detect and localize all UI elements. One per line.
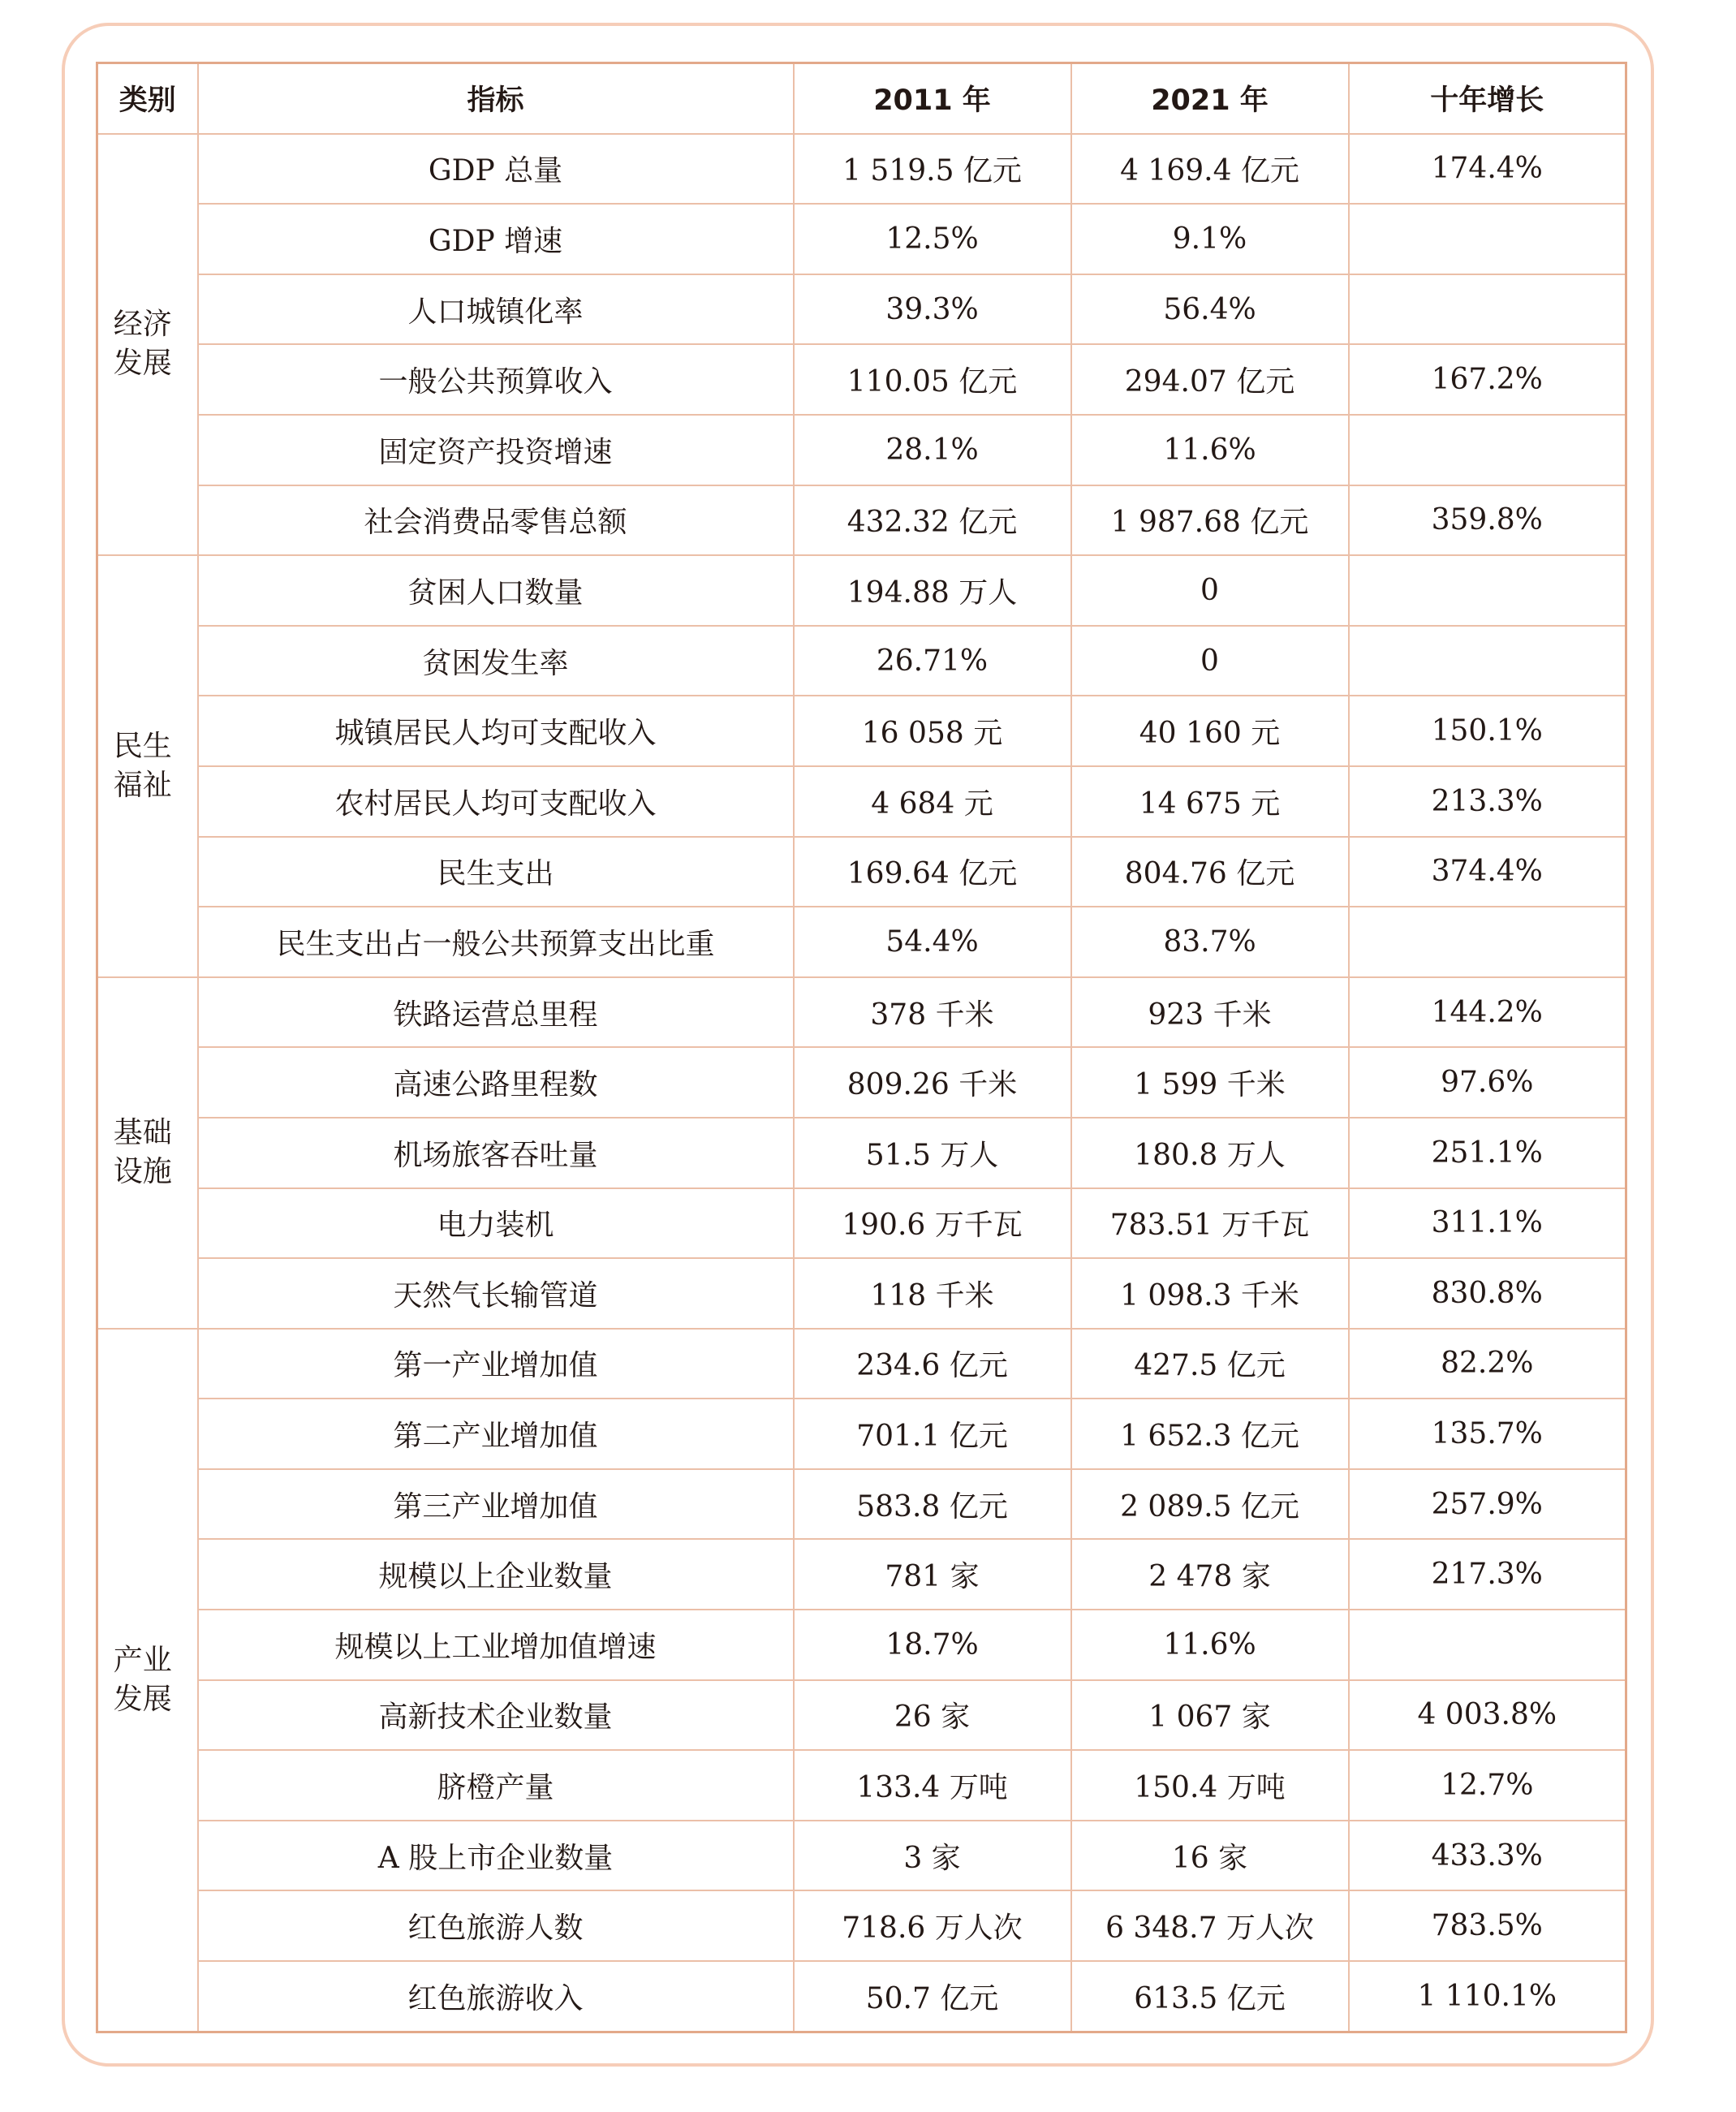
indicator-cell: 一般公共预算收入 — [198, 344, 794, 415]
indicator-cell: 第一产业增加值 — [198, 1329, 794, 1399]
table-row — [97, 1469, 1626, 1540]
indicator-cell: 红色旅游人数 — [198, 1890, 794, 1961]
category-label: 产业发展 — [113, 1643, 172, 1716]
table-row — [97, 1610, 1626, 1680]
value-2011-cell: 26.71% — [794, 626, 1071, 696]
category-label: 经济发展 — [113, 308, 172, 381]
value-2021-cell: 783.51 万千瓦 — [1071, 1188, 1349, 1259]
indicator-cell: 固定资产投资增速 — [198, 415, 794, 485]
table-row — [97, 626, 1626, 696]
table-row — [97, 977, 1626, 1048]
value-2021-cell: 613.5 亿元 — [1071, 1961, 1349, 2032]
value-2011-cell: 190.6 万千瓦 — [794, 1188, 1071, 1259]
category-label: 民生福祉 — [113, 729, 172, 802]
growth-cell: 433.3% — [1349, 1821, 1626, 1891]
growth-cell — [1349, 907, 1626, 977]
indicator-cell: 第二产业增加值 — [198, 1399, 794, 1469]
table-row — [97, 134, 1626, 205]
table-row — [97, 1258, 1626, 1329]
header-row — [97, 63, 1626, 134]
value-2021-cell: 1 067 家 — [1071, 1680, 1349, 1751]
value-2021-cell: 180.8 万人 — [1071, 1118, 1349, 1188]
table-row — [97, 415, 1626, 485]
category-cell — [97, 555, 198, 977]
table-row — [97, 766, 1626, 837]
growth-cell: 311.1% — [1349, 1188, 1626, 1259]
value-2011-cell: 809.26 千米 — [794, 1047, 1071, 1118]
table-row — [97, 555, 1626, 626]
value-2011-cell: 234.6 亿元 — [794, 1329, 1071, 1399]
value-2011-cell: 54.4% — [794, 907, 1071, 977]
header-2021: 2021 年 — [1071, 63, 1349, 134]
value-2021-cell: 1 599 千米 — [1071, 1047, 1349, 1118]
table-row — [97, 1750, 1626, 1821]
indicator-cell: 天然气长输管道 — [198, 1258, 794, 1329]
growth-cell: 150.1% — [1349, 696, 1626, 766]
table-row — [97, 1961, 1626, 2032]
growth-cell: 174.4% — [1349, 134, 1626, 205]
value-2011-cell: 169.64 亿元 — [794, 837, 1071, 907]
growth-cell: 830.8% — [1349, 1258, 1626, 1329]
value-2011-cell: 39.3% — [794, 274, 1071, 345]
header-indicator: 指标 — [198, 63, 794, 134]
value-2021-cell: 6 348.7 万人次 — [1071, 1890, 1349, 1961]
category-cell — [97, 134, 198, 556]
indicator-cell: 规模以上企业数量 — [198, 1539, 794, 1610]
statistics-table — [96, 62, 1627, 2033]
growth-cell: 144.2% — [1349, 977, 1626, 1048]
indicator-cell: 民生支出 — [198, 837, 794, 907]
growth-cell: 82.2% — [1349, 1329, 1626, 1399]
table-row — [97, 696, 1626, 766]
indicator-cell: 农村居民人均可支配收入 — [198, 766, 794, 837]
header-2011: 2011 年 — [794, 63, 1071, 134]
value-2021-cell: 0 — [1071, 626, 1349, 696]
value-2011-cell: 194.88 万人 — [794, 555, 1071, 626]
table-row — [97, 344, 1626, 415]
growth-cell — [1349, 555, 1626, 626]
table-row — [97, 1329, 1626, 1399]
value-2011-cell: 432.32 亿元 — [794, 485, 1071, 556]
table-row — [97, 1047, 1626, 1118]
value-2021-cell: 1 098.3 千米 — [1071, 1258, 1349, 1329]
indicator-cell: GDP 增速 — [198, 204, 794, 274]
table-body — [97, 134, 1626, 2032]
growth-cell: 374.4% — [1349, 837, 1626, 907]
table-row — [97, 1680, 1626, 1751]
growth-cell: 4 003.8% — [1349, 1680, 1626, 1751]
indicator-cell: 规模以上工业增加值增速 — [198, 1610, 794, 1680]
table-row — [97, 1539, 1626, 1610]
value-2021-cell: 9.1% — [1071, 204, 1349, 274]
table-row — [97, 907, 1626, 977]
indicator-cell: 第三产业增加值 — [198, 1469, 794, 1540]
value-2011-cell: 701.1 亿元 — [794, 1399, 1071, 1469]
indicator-cell: 高新技术企业数量 — [198, 1680, 794, 1751]
value-2021-cell: 16 家 — [1071, 1821, 1349, 1891]
value-2021-cell: 150.4 万吨 — [1071, 1750, 1349, 1821]
table-row — [97, 837, 1626, 907]
indicator-cell: 贫困发生率 — [198, 626, 794, 696]
value-2011-cell: 781 家 — [794, 1539, 1071, 1610]
growth-cell — [1349, 626, 1626, 696]
growth-cell — [1349, 1610, 1626, 1680]
value-2011-cell: 1 519.5 亿元 — [794, 134, 1071, 205]
growth-cell: 213.3% — [1349, 766, 1626, 837]
value-2021-cell: 2 089.5 亿元 — [1071, 1469, 1349, 1540]
table-row — [97, 1821, 1626, 1891]
indicator-cell: 贫困人口数量 — [198, 555, 794, 626]
value-2011-cell: 4 684 元 — [794, 766, 1071, 837]
value-2011-cell: 110.05 亿元 — [794, 344, 1071, 415]
growth-cell — [1349, 274, 1626, 345]
indicator-cell: GDP 总量 — [198, 134, 794, 205]
value-2011-cell: 18.7% — [794, 1610, 1071, 1680]
value-2021-cell: 804.76 亿元 — [1071, 837, 1349, 907]
value-2011-cell: 378 千米 — [794, 977, 1071, 1048]
value-2021-cell: 83.7% — [1071, 907, 1349, 977]
table-row — [97, 485, 1626, 556]
indicator-cell: 铁路运营总里程 — [198, 977, 794, 1048]
growth-cell — [1349, 415, 1626, 485]
table-row — [97, 1399, 1626, 1469]
growth-cell: 257.9% — [1349, 1469, 1626, 1540]
header-category: 类别 — [97, 63, 198, 134]
value-2011-cell: 12.5% — [794, 204, 1071, 274]
value-2021-cell: 4 169.4 亿元 — [1071, 134, 1349, 205]
value-2021-cell: 1 987.68 亿元 — [1071, 485, 1349, 556]
table-row — [97, 1890, 1626, 1961]
value-2021-cell: 14 675 元 — [1071, 766, 1349, 837]
value-2011-cell: 583.8 亿元 — [794, 1469, 1071, 1540]
value-2021-cell: 56.4% — [1071, 274, 1349, 345]
category-cell — [97, 977, 198, 1329]
value-2011-cell: 26 家 — [794, 1680, 1071, 1751]
category-cell — [97, 1329, 198, 2032]
growth-cell: 359.8% — [1349, 485, 1626, 556]
header-growth: 十年增长 — [1349, 63, 1626, 134]
value-2021-cell: 923 千米 — [1071, 977, 1349, 1048]
value-2011-cell: 50.7 亿元 — [794, 1961, 1071, 2032]
indicator-cell: A 股上市企业数量 — [198, 1821, 794, 1891]
category-label: 基础设施 — [113, 1116, 172, 1189]
value-2021-cell: 40 160 元 — [1071, 696, 1349, 766]
indicator-cell: 电力装机 — [198, 1188, 794, 1259]
value-2011-cell: 133.4 万吨 — [794, 1750, 1071, 1821]
value-2011-cell: 16 058 元 — [794, 696, 1071, 766]
value-2011-cell: 51.5 万人 — [794, 1118, 1071, 1188]
indicator-cell: 城镇居民人均可支配收入 — [198, 696, 794, 766]
growth-cell: 97.6% — [1349, 1047, 1626, 1118]
growth-cell: 783.5% — [1349, 1890, 1626, 1961]
growth-cell: 167.2% — [1349, 344, 1626, 415]
value-2021-cell: 427.5 亿元 — [1071, 1329, 1349, 1399]
value-2021-cell: 0 — [1071, 555, 1349, 626]
growth-cell: 135.7% — [1349, 1399, 1626, 1469]
value-2011-cell: 718.6 万人次 — [794, 1890, 1071, 1961]
value-2021-cell: 11.6% — [1071, 1610, 1349, 1680]
indicator-cell: 民生支出占一般公共预算支出比重 — [198, 907, 794, 977]
table-row — [97, 204, 1626, 274]
value-2021-cell: 294.07 亿元 — [1071, 344, 1349, 415]
growth-cell: 1 110.1% — [1349, 1961, 1626, 2032]
value-2011-cell: 3 家 — [794, 1821, 1071, 1891]
growth-cell — [1349, 204, 1626, 274]
growth-cell: 12.7% — [1349, 1750, 1626, 1821]
indicator-cell: 机场旅客吞吐量 — [198, 1118, 794, 1188]
value-2021-cell: 2 478 家 — [1071, 1539, 1349, 1610]
indicator-cell: 社会消费品零售总额 — [198, 485, 794, 556]
table-row — [97, 1118, 1626, 1188]
value-2021-cell: 1 652.3 亿元 — [1071, 1399, 1349, 1469]
table-row — [97, 274, 1626, 345]
growth-cell: 217.3% — [1349, 1539, 1626, 1610]
indicator-cell: 高速公路里程数 — [198, 1047, 794, 1118]
value-2011-cell: 28.1% — [794, 415, 1071, 485]
indicator-cell: 人口城镇化率 — [198, 274, 794, 345]
growth-cell: 251.1% — [1349, 1118, 1626, 1188]
value-2011-cell: 118 千米 — [794, 1258, 1071, 1329]
table-row — [97, 1188, 1626, 1259]
indicator-cell: 脐橙产量 — [198, 1750, 794, 1821]
indicator-cell: 红色旅游收入 — [198, 1961, 794, 2032]
value-2021-cell: 11.6% — [1071, 415, 1349, 485]
